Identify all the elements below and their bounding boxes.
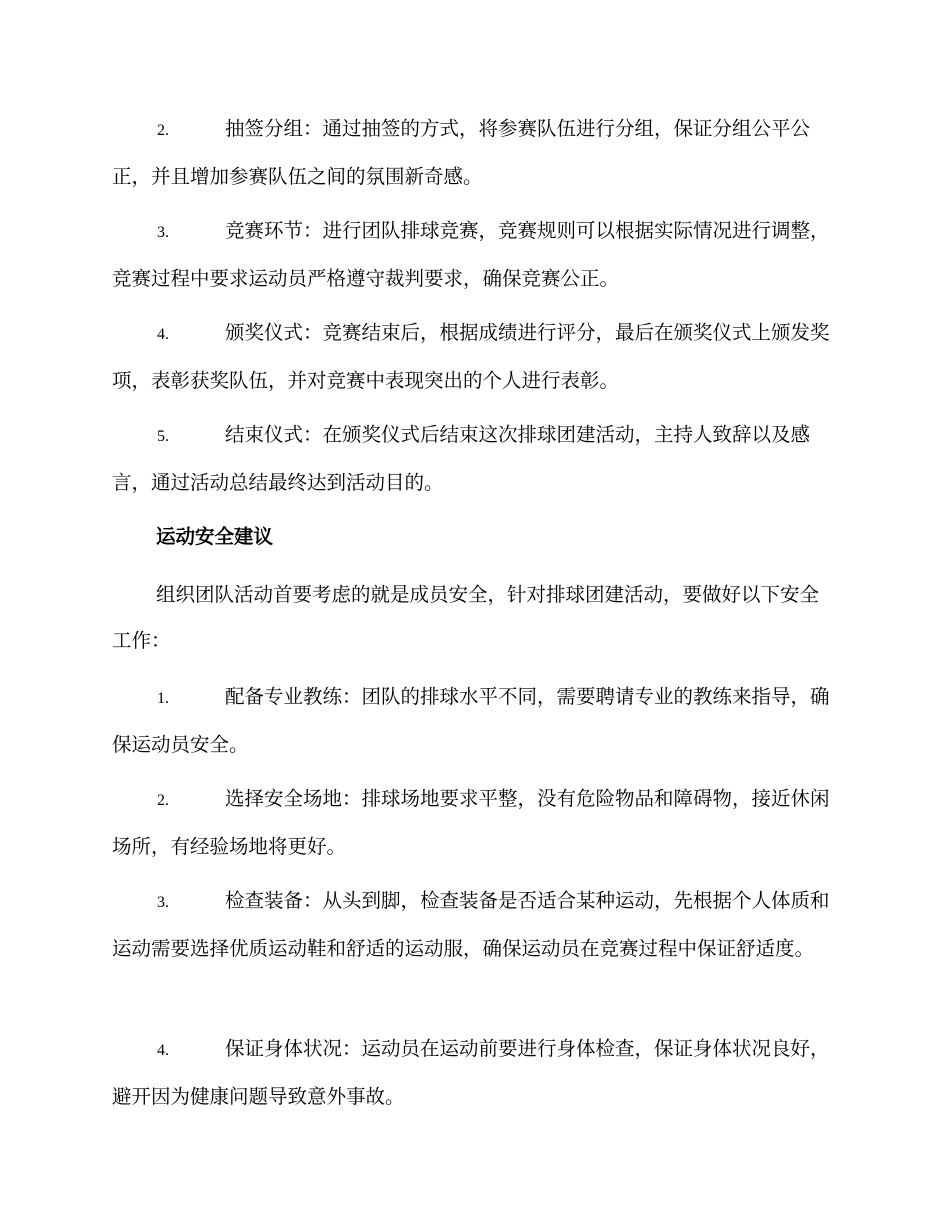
list-item (112, 310, 832, 404)
list-number: 3. (157, 894, 169, 911)
list-item-text: 颁奖仪式：竞赛结束后，根据成绩进行评分，最后在颁奖仪式上颁发奖项，表彰获奖队伍，并对竞赛中表现突出的个人进行表彰。 (112, 321, 830, 392)
list-item-text: 选择安全场地：排球场地要求平整，没有危险物品和障碍物，接近休闲场所，有经验场地将更好。 (112, 787, 830, 858)
list-number: 4. (157, 326, 169, 343)
list-item-text: 配备专业教练：团队的排球水平不同，需要聘请专业的教练来指导，确保运动员安全。 (112, 685, 830, 756)
list-item (112, 412, 832, 506)
list-item (112, 776, 832, 870)
list-item-text: 抽签分组：通过抽签的方式，将参赛队伍进行分组，保证分组公平公正，并且增加参赛队伍之间的氛围新奇感。 (112, 117, 811, 188)
list-item (112, 878, 832, 972)
list-item-text: 检查装备：从头到脚，检查装备是否适合某种运动，先根据个人体质和运动需要选择优质运动鞋和舒适的运动服，确保运动员在竞赛过程中保证舒适度。 (112, 889, 830, 960)
list-number: 2. (157, 122, 169, 139)
intro-paragraph: 组织团队活动首要考虑的就是成员安全，针对排球团建活动，要做好以下安全工作： (112, 583, 820, 652)
list-item (112, 208, 832, 302)
list-number: 4. (157, 1042, 169, 1059)
list-number: 3. (157, 224, 169, 241)
section-heading: 运动安全建议 (156, 525, 274, 548)
list-item-text: 结束仪式：在颁奖仪式后结束这次排球团建活动，主持人致辞以及感言，通过活动总结最终达到活动目的。 (112, 423, 811, 494)
list-item-text: 保证身体状况：运动员在运动前要进行身体检查，保证身体状况良好，避开因为健康问题导致意外事故。 (112, 1037, 830, 1108)
list-number: 2. (157, 792, 169, 809)
list-item-text: 竞赛环节：进行团队排球竞赛，竞赛规则可以根据实际情况进行调整，竞赛过程中要求运动员严格遵守裁判要求，确保竞赛公正。 (112, 219, 830, 290)
list-item (112, 1026, 832, 1120)
list-item (112, 674, 832, 768)
list-number: 5. (157, 428, 169, 445)
list-item (112, 106, 832, 200)
list-number: 1. (157, 690, 169, 707)
